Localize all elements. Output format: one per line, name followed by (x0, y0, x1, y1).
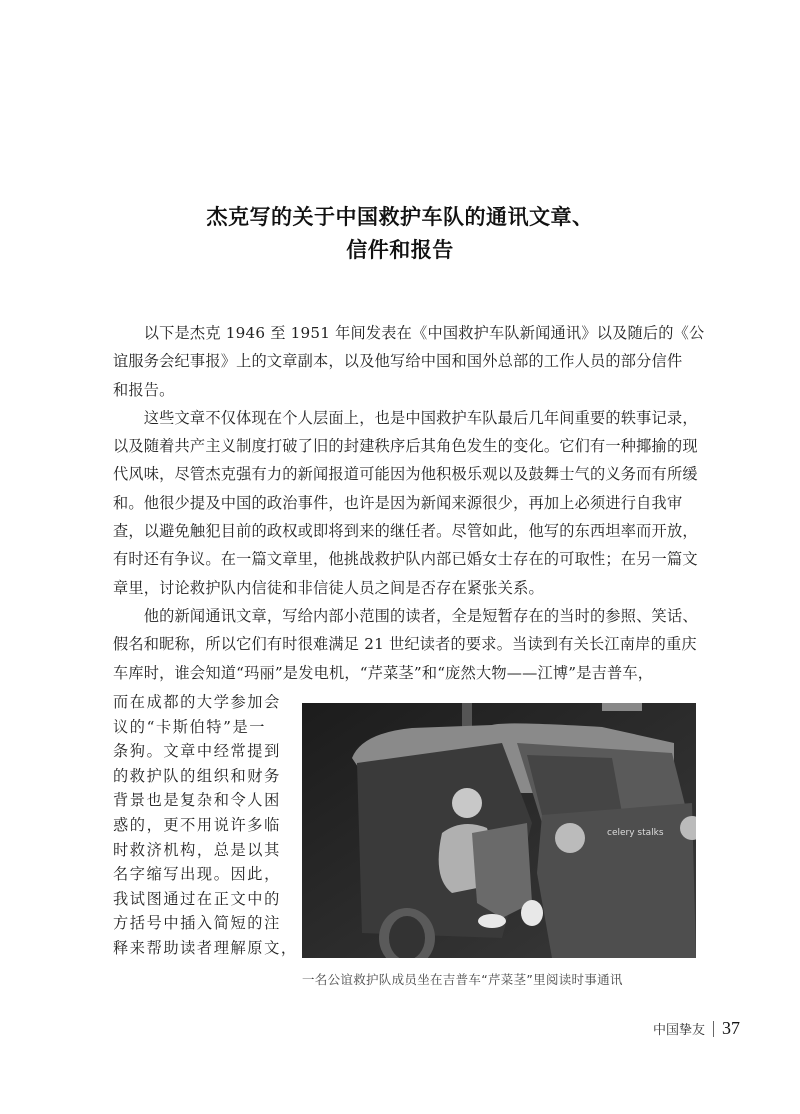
body-line: 他的新闻通讯文章，写给内部小范围的读者，全是短暂存在的当时的参照、笑话、 (113, 606, 698, 625)
body-line: 代风味，尽管杰克强有力的新闻报道可能因为他积极乐观以及鼓舞士气的义务而有所缓 (113, 465, 698, 484)
body-text (113, 319, 703, 687)
page-title-line-1: 杰克写的关于中国救护车队的通讯文章、 (206, 205, 594, 229)
side-line: 名字缩写出现。因此， (113, 865, 281, 884)
page-title-line-2: 信件和报告 (346, 238, 454, 262)
side-line: 释来帮助读者理解原文， (113, 938, 298, 957)
vehicle-lettering: celery stalks (607, 828, 664, 838)
jeep-photo (302, 703, 696, 958)
side-line: 时救济机构，总是以其 (113, 840, 281, 859)
footer-divider (713, 1021, 714, 1037)
body-line: 车库时，谁会知道“玛丽”是发电机，“芹菜茎”和“庞然大物——江博”是吉普车， (113, 663, 654, 682)
body-line: 和报告。 (113, 380, 175, 399)
side-line: 而在成都的大学参加会 (113, 693, 281, 711)
photo-caption: 一名公谊救护队成员坐在吉普车“芹菜茎”里阅读时事通讯 (302, 972, 623, 987)
body-line: 以下是杰克 1946 至 1951 年间发表在《中国救护车队新闻通讯》以及随后的《公 (113, 324, 705, 342)
body-line: 谊服务会纪事报》上的文章副本，以及他写给中国和国外总部的工作人员的部分信件 (113, 352, 683, 371)
body-line: 这些文章不仅体现在个人层面上，也是中国救护车队最后几年间重要的轶事记录， (113, 408, 698, 427)
side-column-text (113, 690, 298, 961)
page-number: 37 (722, 1018, 740, 1038)
side-line: 方括号中插入简短的注 (113, 914, 281, 933)
publication-name: 中国挚友 (652, 1023, 705, 1038)
body-line: 有时还有争议。在一篇文章里，他挑战救护队内部已婚女士存在的可取性；在另一篇文 (113, 550, 698, 569)
side-line: 议的“卡斯伯特”是一 (113, 717, 267, 736)
body-line: 以及随着共产主义制度打破了旧的封建秩序后其角色发生的变化。它们有一种揶揄的现 (113, 437, 698, 456)
side-line: 条狗。文章中经常提到 (113, 742, 281, 761)
body-line: 章里，讨论救护队内信徒和非信徒人员之间是否存在紧张关系。 (113, 578, 544, 597)
body-line: 假名和昵称，所以它们有时很难满足 21 世纪读者的要求。当读到有关长江南岸的重庆 (113, 635, 697, 654)
side-line: 我试图通过在正文中的 (113, 889, 281, 908)
jeep-photo-illustration (302, 703, 696, 958)
page-footer (653, 1018, 740, 1039)
body-line: 查，以避免触犯目前的政权或即将到来的继任者。尽管如此，他写的东西坦率而开放， (113, 522, 698, 541)
side-line: 背景也是复杂和令人困 (113, 791, 281, 810)
side-line: 的救护队的组织和财务 (113, 766, 281, 785)
body-line: 和。他很少提及中国的政治事件，也许是因为新闻来源很少，再加上必须进行自我审 (113, 493, 683, 512)
side-line: 惑的，更不用说许多临 (113, 815, 281, 834)
